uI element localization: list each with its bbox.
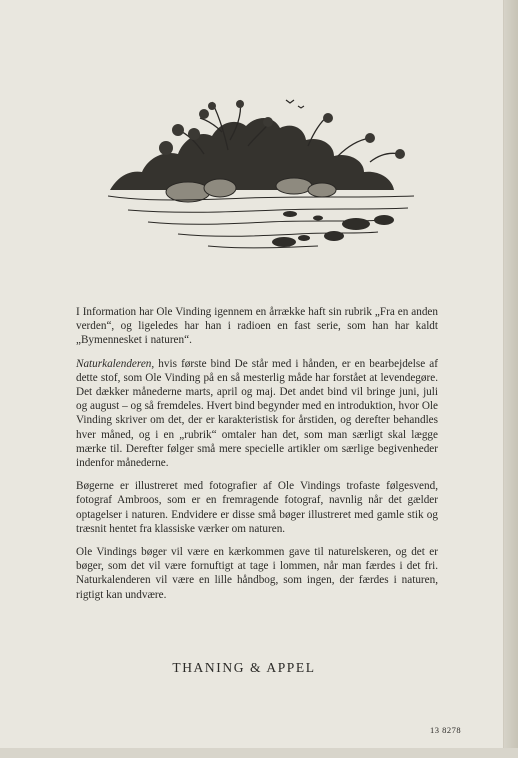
cover-bottom-edge: [0, 748, 518, 758]
description-text: [76, 305, 438, 611]
book-title: Naturkalenderen,: [76, 357, 155, 370]
paragraph-body: dette stof, som Ole Vinding på en så mesterlig måde har forstået at levendegøre. Det dækker månederne marts, april og maj. Det andet bind vil bringe juni, juli og august – og så fremdeles. Hvert bind begynder med en introduktion, hvor Ole Vinding skriver om det, der er karakteristisk for årstiden, og derefter behandles hver måned, og i en „rubrik“ omtaler han det, som man særligt skal lægge mærke til. Derefter følger små mere specielle artikler om særlige begivenheder indenfor månederne.: [76, 371, 438, 470]
landscape-engraving-icon: [108, 92, 420, 262]
catalog-code: 13 8278: [430, 725, 462, 735]
paragraph-illustrations: Bøgerne er illustreret med fotografier af Ole Vindings trofaste følgesvend, fotograf Ambroos, som er en fremragende fotograf, navnlig når det gælder optagelser i naturen. Endvidere er disse små bøger illustreret med gamle stik og træsnit hentet fra klassiske værker om naturen.: [76, 480, 438, 535]
paragraph-naturkalenderen: [76, 357, 438, 471]
paragraph-intro: I Information har Ole Vinding igennem en årrække haft sin rubrik „Fra en anden verden“, og ligeledes har han i radioen en fast serie, som han har kaldt „Bymennesket i naturen“.: [76, 306, 438, 347]
paragraph-gift: Ole Vindings bøger vil være en kærkommen gave til naturelskeren, og det er bøger, som det vil være fornuftigt at tage i lommen, når man færdes i det fri. Naturkalenderen vil være en lille håndbog, som ingen, der færdes i naturen, rigtigt kan undvære.: [76, 546, 438, 601]
cover-edge: [503, 0, 518, 758]
paragraph-lead: hvis første bind De står med i hånden, er en bearbejdelse af: [154, 357, 438, 370]
publisher-name: THANING & APPEL: [172, 660, 316, 675]
